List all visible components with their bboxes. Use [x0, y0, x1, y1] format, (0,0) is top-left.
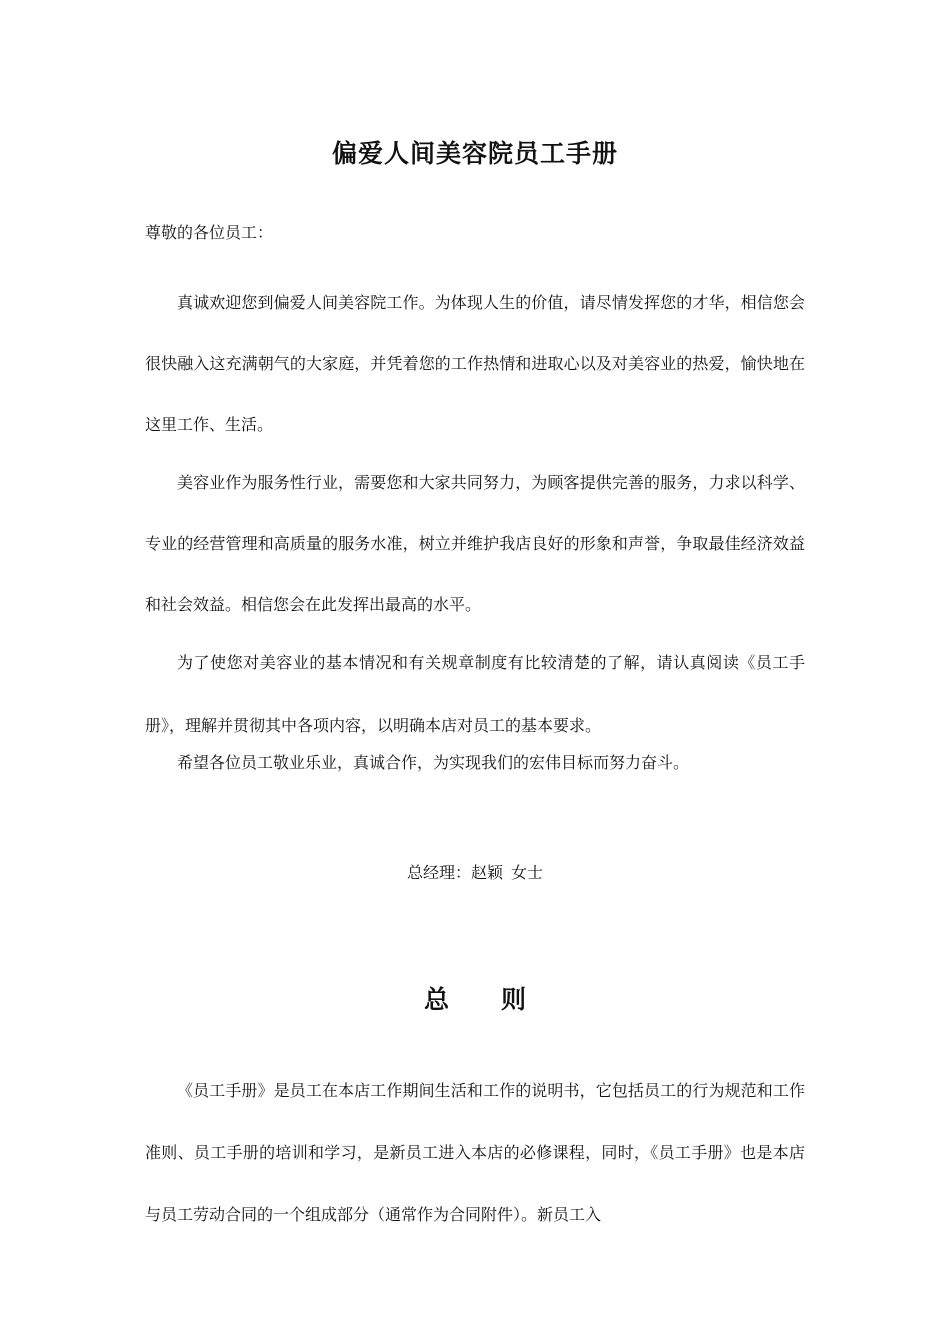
paragraph-service: 美容业作为服务性行业，需要您和大家共同努力，为顾客提供完善的服务，力求以科学、专业的经营管理和高质量的服务水准，树立并维护我店良好的形象和声誉，争取最佳经济效益和社会效益。相信您会在此发挥出最高的水平。 [145, 473, 805, 614]
signature [0, 860, 950, 883]
section-paragraph: 《员工手册》是员工在本店工作期间生活和工作的说明书，它包括员工的行为规范和工作准则、员工手册的培训和学习，是新员工进入本店的必修课程，同时，《员工手册》也是本店与员工劳动合同的一个组成部分（通常作为合同附件）。新员工入 [145, 1081, 805, 1224]
signature-role: 总经理：赵颖 [406, 863, 503, 882]
signature-honorific: 女士 [511, 863, 544, 882]
section-title-part1: 总 [423, 985, 449, 1014]
salutation: 尊敬的各位员工： [145, 223, 274, 242]
section-title-part2: 则 [501, 985, 527, 1014]
section-title [0, 980, 950, 1016]
paragraph-handbook: 为了使您对美容业的基本情况和有关规章制度有比较清楚的了解，请认真阅读《员工手册》，理解并贯彻其中各项内容，以明确本店对员工的基本要求。 [145, 653, 805, 735]
document-title: 偏爱人间美容院员工手册 [331, 139, 618, 168]
paragraph-welcome: 真诚欢迎您到偏爱人间美容院工作。为体现人生的价值，请尽情发挥您的才华，相信您会很快融入这充满朝气的大家庭，并凭着您的工作热情和进取心以及对美容业的热爱，愉快地在这里工作、生活。 [145, 293, 805, 434]
paragraph-hope: 希望各位员工敬业乐业，真诚合作，为实现我们的宏伟目标而努力奋斗。 [177, 753, 690, 772]
